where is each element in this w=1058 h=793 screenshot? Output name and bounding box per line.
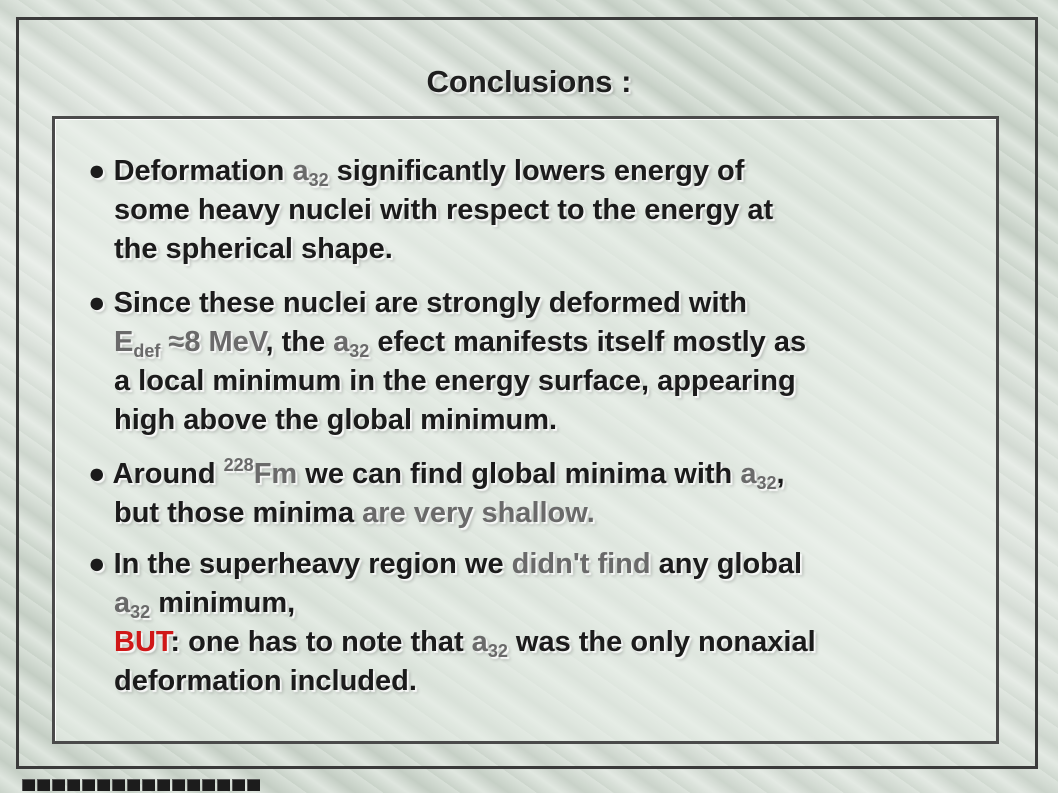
footer-segment <box>172 779 185 791</box>
bullet-2-line-3: a local minimum in the energy surface, appearing <box>114 365 796 397</box>
footer-segment <box>232 779 245 791</box>
bullet-strongly-deformed <box>88 284 968 440</box>
bullet-1-line-3: the spherical shape. <box>114 233 393 265</box>
footer-segment <box>67 779 80 791</box>
bullet-3-line-2: but those minima are very shallow. <box>114 497 595 529</box>
bullet-2-line-1: ● Since these nuclei are strongly deformed with <box>88 287 747 319</box>
footer-segment <box>22 779 35 791</box>
footer-segment <box>112 779 125 791</box>
bullet-2-line-2: $E_{def} \approx 8$ MeV, the $a_{32}$ efect manifests itself mostly as <box>114 326 807 361</box>
footer-segment <box>52 779 65 791</box>
bullet-2-line-4: high above the global minimum. <box>114 404 558 436</box>
bullet-superheavy <box>88 545 968 701</box>
a32-symbol: $a_{32}$ <box>333 326 370 361</box>
slide-title: Conclusions : <box>426 64 632 99</box>
a32-symbol: $a_{32}$ <box>292 155 329 190</box>
didnt-find-highlight: didn't find <box>511 548 651 580</box>
shallow-highlight: are very shallow. <box>362 497 595 529</box>
bullet-4-line-3: BUT: one has to note that $a_{32}$ was the only nonaxial <box>114 626 816 661</box>
fm228-symbol: $^{228}$Fm <box>223 455 298 490</box>
bullet-4-line-4: deformation included. <box>114 665 417 697</box>
footer-segment <box>82 779 95 791</box>
bullet-dot-icon: ● <box>88 155 106 187</box>
footer-segment <box>142 779 155 791</box>
edef-symbol: $E_{def} \approx 8$ MeV <box>114 326 266 361</box>
but-emphasis: BUT <box>114 626 171 658</box>
bullet-3-line-1: ● Around $^{228}$Fm we can find global minima with $a_{32}$, <box>88 455 785 493</box>
footer-segment <box>127 779 140 791</box>
footer-segment <box>37 779 50 791</box>
footer-segment <box>202 779 215 791</box>
a32-symbol: $a_{32}$ <box>740 458 777 493</box>
bullet-fm228 <box>88 455 968 533</box>
bullet-4-line-1: ● In the superheavy region we didn't find any global <box>88 548 803 580</box>
footer-segment <box>97 779 110 791</box>
bullet-dot-icon: ● <box>88 287 106 319</box>
footer-segment <box>157 779 170 791</box>
footer-segment <box>217 779 230 791</box>
a32-symbol: $a_{32}$ <box>471 626 508 661</box>
bullet-dot-icon: ● <box>88 548 106 580</box>
footer-segment <box>187 779 200 791</box>
a32-symbol: $a_{32}$ <box>114 587 151 622</box>
bullet-4-line-2: $a_{32}$ minimum, <box>114 587 296 622</box>
bullet-1-line-1: ● Deformation $a_{32}$ significantly lowers energy of <box>88 155 745 190</box>
bullet-1-line-2: some heavy nuclei with respect to the energy at <box>114 194 774 226</box>
footer-decoration-strip <box>22 779 260 793</box>
footer-segment <box>247 779 260 791</box>
bullet-deformation <box>88 152 968 269</box>
bullet-dot-icon: ● <box>88 458 106 490</box>
